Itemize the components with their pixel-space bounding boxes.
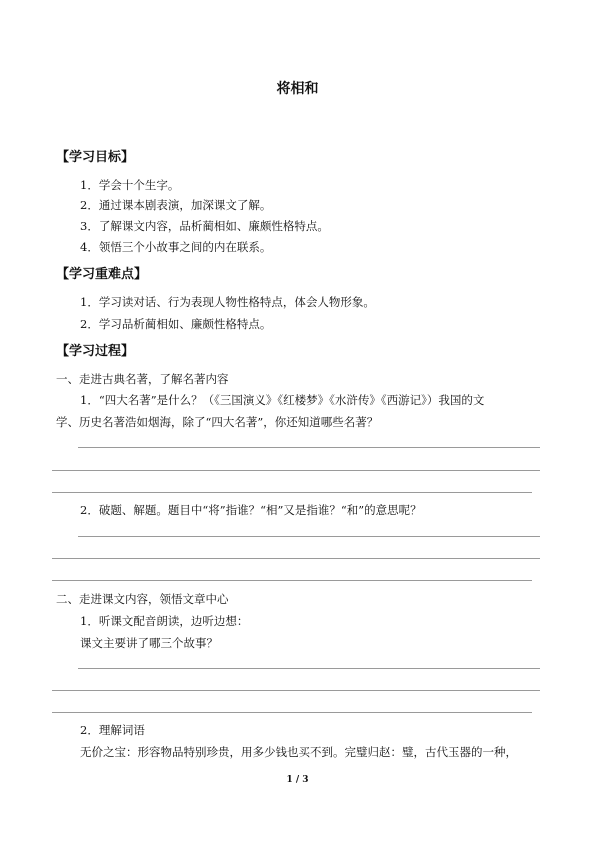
objective-item: 3．了解课文内容，品析蔺相如、廉颇性格特点。: [80, 219, 329, 233]
answer-line: [78, 536, 540, 537]
vocabulary-text: 无价之宝：形容物品特别珍贵，用多少钱也买不到。完璧归赵：璧，古代玉器的一种，: [80, 745, 517, 759]
answer-line: [78, 668, 540, 669]
answer-line: [52, 470, 540, 471]
part-two-title: 二、走进课文内容，领悟文章中心: [56, 592, 229, 606]
question-one-line-1: 1．“四大名著”是什么？（《三国演义》《红楼梦》《水浒传》《西游记》）我国的文: [80, 393, 485, 407]
objective-item: 2．通过课本剧表演，加深课文了解。: [80, 198, 272, 212]
objective-item: 1．学会十个生字。: [80, 178, 180, 192]
answer-line: [52, 580, 532, 581]
page-number: 1 / 3: [286, 775, 309, 785]
answer-line: [52, 712, 532, 713]
question-three: 1．听课文配音朗读，边听边想：: [80, 614, 249, 628]
section-heading-objectives: 【学习目标】: [56, 150, 135, 165]
answer-line: [78, 447, 540, 448]
part-one-title: 一、走进古典名著，了解名著内容: [56, 372, 229, 386]
page-title: 将相和: [276, 81, 319, 97]
answer-line: [52, 492, 532, 493]
section-heading-key-points: 【学习重难点】: [56, 267, 148, 282]
answer-line: [52, 558, 540, 559]
question-four: 2．理解词语: [80, 723, 145, 737]
question-two: 2．破题、解题。题目中“将”指谁？“相”又是指谁？“和”的意思呢？: [80, 503, 422, 517]
question-one-line-2: 学、历史名著浩如烟海，除了“四大名著”，你还知道哪些名著？: [56, 415, 379, 429]
question-three-sub: 课文主要讲了哪三个故事？: [80, 636, 218, 650]
answer-line: [52, 690, 540, 691]
key-point-item: 1．学习读对话、行为表现人物性格特点，体会人物形象。: [80, 295, 375, 309]
key-point-item: 2．学习品析蔺相如、廉颇性格特点。: [80, 317, 272, 331]
section-heading-process: 【学习过程】: [56, 344, 135, 359]
objective-item: 4．领悟三个小故事之间的内在联系。: [80, 240, 272, 254]
